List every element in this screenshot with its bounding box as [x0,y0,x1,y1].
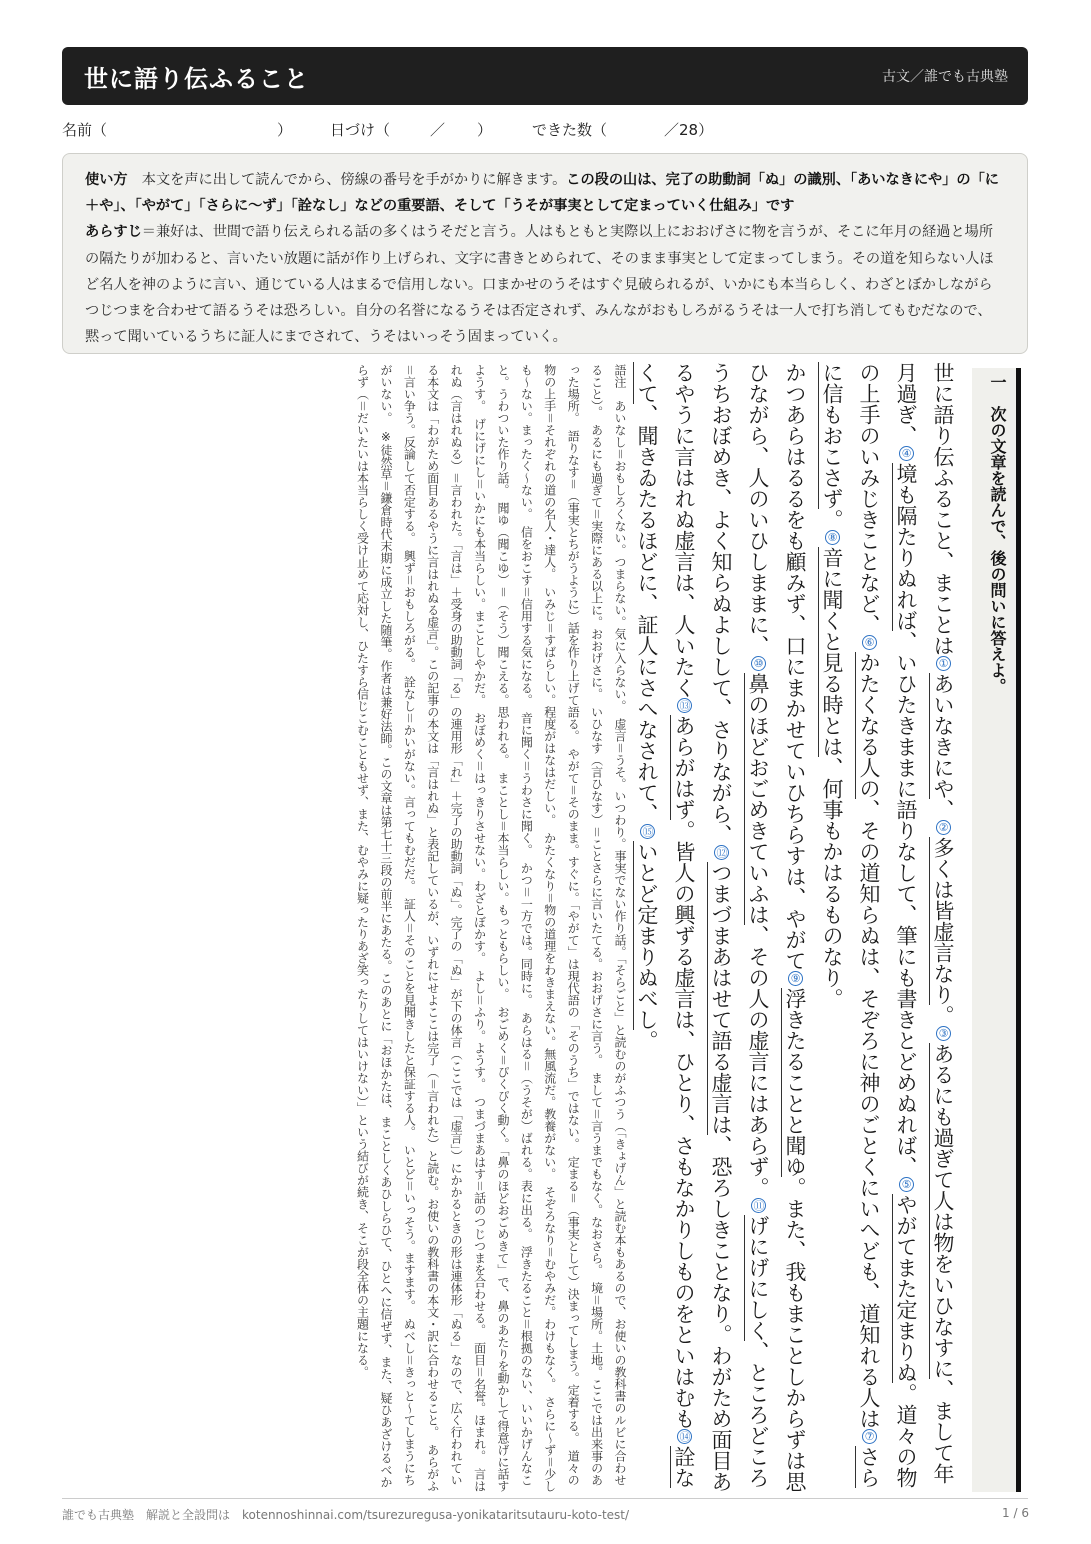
usage-paragraph [85,167,1005,219]
footer-divider [62,1498,1028,1499]
marker-5: ⑤ [900,1178,913,1191]
underline-14: 詮なくて [635,362,696,1488]
underline-13: あらがはず [672,715,696,820]
underline-1: あいなきにや [931,673,955,799]
synopsis-paragraph [85,219,1005,350]
underline-9: 浮きたることと聞ゆ [783,988,807,1177]
underline-2: 多くは皆虚言なり [931,837,955,1005]
question-number: 一 [988,374,1007,390]
question-instruction: 次の文章を読んで、後の問いに答えよ。 [988,406,1007,694]
marker-8: ⑧ [826,531,839,544]
synopsis-label: あらすじ [85,224,142,241]
passage-text: 世に語り伝ふること、まことは [931,362,955,656]
subject-label: 古文／誰でも古典塾 [882,69,1008,85]
underline-3: あるにも過ぎて人は物をいひなすに [931,1043,955,1379]
glossary-notes: 語注 あいなし＝おもしろくない。つまらない。気に入らない。 虚言＝うそ。いつわり。事実でない作り話。「そらごと」と読むのがふつう（「きょげん」と読む本もあるので、お使いの教科書のルビに合わせること）。 あるにも過ぎて＝実際にある以上に。おおげさに。 いひなす（言ひなす）＝ことさらに言いたてる。おおげさに言う。 まして＝言うまでもなく。なおさら。 境＝場所。土地。ここでは出来事のあった場所。 語りなす＝（事実とちがうように）話を作り上げて語る。 やがて＝そのまま。すぐに。「やがて」は現代語の「そのうち」ではない。 定まる＝（事実として）決まってしまう。定着する。 道々の物の上手＝それぞれの道の名人・達人。 いみじ＝すばらしい。程度がはなはだしい。 かたくなり＝物の道理をわきまえない。無風流だ。教養がない。 そぞろなり＝むやみだ。わけもなく。 さらに〜ず＝少しも〜ない。まったく〜ない。 信をおこす＝信用する気になる。 音に聞く＝うわさに聞く。 かつ＝一方では。同時に。 あらはる＝（うそが）ばれる。表に出る。 浮きたること＝根拠のない、いいかげんなこと。うわついた作り話。 聞ゆ（聞こゆ）＝（そう）聞こえる。思われる。 まことし＝本当らしい。もっともらしい。 おごめく＝ぴくぴく動く。「鼻のほどおごめきて」で、鼻のあたりを動かして得意げに話すようす。 げにげにし＝いかにも本当らしい。まことしやかだ。 おぼめく＝はっきりさせない。わざとぼかす。 よし＝ふり。ようす。 つまづまあはす＝話のつじつまを合わせる。 面目＝名誉。ほまれ。 言はれぬ（言はれぬる）＝言われた。「言は」＋受身の助動詞「る」の連用形「れ」＋完了の助動詞「ぬ」。完了の「ぬ」が下の体言（ここでは「虚言」）にかかるときの形は連体形「ぬる」なので、広く行われている本文は「わがため面目あるやうに言はれぬる虚言」。この記事の本文は「言はれぬ」と表記しているが、いずれにせよここは完了（＝言われた）と読む。お使いの教科書の本文・訳に合わせること。 あらがふ＝言い争う。反論して否定する。 興ず＝おもしろがる。 詮なし＝かいがない。言ってもむだだ。 証人＝そのことを見聞きしたと保証する人。 いとど＝いっそう。ますます。 ぬべし＝きっと〜てしまうにちがいない。 ※徒然草＝鎌倉時代末期に成立した随筆。作者は兼好法師。この文章は第七十三段の前半にあたる。このあとに「おほかたは、まことしくあひしらひて、ひとへに信ぜず、また、疑ひあざけるべからず（＝だいたいは本当らしく受け止めて応対し、ひたすら信じこむこともせず、また、むやみに疑ったりあざ笑ったりしてはいけない）」という結びが続き、そこが段全体の主題になる。 [355,364,627,1492]
marker-12: ⑫ [715,847,728,858]
usage-bold: この段の山は、完了の助動詞「ぬ」の識別、「あいなきにや」の「に＋や」、「やがて」「さらに〜ず」「詮なし」などの重要語、そして「うそが事実として定まっていく仕組み」です [85,172,999,215]
date-close: ） [477,121,493,139]
marker-10: ⑩ [752,657,765,670]
passage-text: 。 [635,1030,659,1051]
passage-text: 、何事もかはるものなり。 [820,757,844,1009]
marker-1: ① [937,657,950,670]
passage-text: 、いひたきままに語りなして、筆にも書きとどめぬれば、 [894,631,918,1177]
underline-11: げにげにしく [746,1215,770,1341]
passage-paragraph-2 [628,362,813,1492]
marker-15: ⑮ [641,826,654,837]
name-close: ） [277,121,293,139]
header-bar [62,47,1028,105]
page-title: 世に語り伝ふること [84,64,309,93]
passage-text: 。 [931,1005,955,1026]
page-number: 1 / 6 [1002,1506,1029,1520]
marker-14: ⑭ [678,1431,691,1442]
marker-2: ② [937,821,950,834]
passage-text: 、その人の虚言にはあらず。 [746,925,770,1198]
passage-text: 、聞きゐたるほどに、証人にさへなされて、 [635,404,659,824]
passage-paragraph-1 [813,362,961,1492]
underline-10: 鼻のほどおごめきていふは [746,673,770,925]
underline-6: かたくなる人の [857,652,881,799]
passage-text: 。道々の物の上手のいみじきことなど、 [857,362,918,1488]
passage-text: 、ところどころうちおぼめき、よく知らぬよしして、さりながら、 [709,362,770,1488]
score-label: できた数（ [532,121,608,139]
underline-7: さらに信もおこさず [820,362,881,1488]
synopsis-text: ＝兼好は、世間で語り伝えられる話の多くはうそだと言う。人はもともと実際以上におおげさに物を言うが、そこに年月の経過と場所の隔たりが加わると、言いたい放題に話が作り上げられ、文字に書きとめられて、そのまま事実として定まってしまう。その道を知らない人ほど名人を神のように言い、通じている人はまるで信用しない。口まかせのうそはすぐ見破られるが、いかにも本当らしく、わざとぼかしながらつじつまを合わせて語るうそは恐ろしい。自分の名誉になるうそは否定されず、みんながおもしろがるうそは一人で打ち消してもむだなので、黙って聞いているうちに証人にまでされて、うそはいっそう固まっていく。 [85,224,994,346]
passage-text: 、その道知らぬは、そぞろに神のごとくにいへども、道知れる人は [857,799,881,1429]
score-total: ／28） [664,121,714,139]
marker-3: ③ [937,1027,950,1040]
passage-text: 。皆人の興ずる虚言は、ひとり、さもなかりしものをといはむも [672,820,696,1429]
date-slash: ／ [430,121,446,139]
marker-11: ⑪ [752,1200,765,1211]
passage-text: 、恐ろしきことなり。わがため面目あるやうに言はれぬ虚言は、人いたく [672,362,733,1492]
usage-text: 本文を声に出して読んでから、傍線の番号を手がかりに解きます。 [141,172,567,188]
name-label: 名前（ [62,121,108,139]
underline-15: いとど定まりぬべし [635,841,659,1030]
date-label: 日づけ（ [330,121,391,139]
question-rule [1016,368,1021,1492]
marker-6: ⑥ [863,636,876,649]
marker-9: ⑨ [789,972,802,985]
underline-12: つまづまあはせて語る虚言は [709,862,733,1135]
passage-text: 。 [820,509,844,530]
passage-text: 、まして年月過ぎ、 [894,362,955,1484]
underline-5: やがてまた定まりぬ [894,1194,918,1383]
passage-text: かつあらはるるをも顧みず、口にまかせていひちらすは、やがて [783,362,807,971]
passage-text: 。また、我もまことしからずは思ひながら、人のいひしままに、 [746,362,807,1492]
marker-4: ④ [900,447,913,460]
meta-row [62,119,1028,141]
passage-text: 、 [931,799,955,820]
usage-box [62,153,1028,354]
footer-source: 誰でも古典塾 解説と全設問は kotennoshinnai.com/tsurezuregusa-yonikataritsutauru-koto-test/ [62,1508,630,1522]
marker-7: ⑦ [863,1430,876,1443]
underline-4: 境も隔たりぬれば [894,463,918,631]
marker-13: ⑬ [678,700,691,711]
underline-8: 音に聞くと見る時とは [820,547,844,757]
question-heading [982,374,1012,774]
usage-label: 使い方 [85,172,128,188]
